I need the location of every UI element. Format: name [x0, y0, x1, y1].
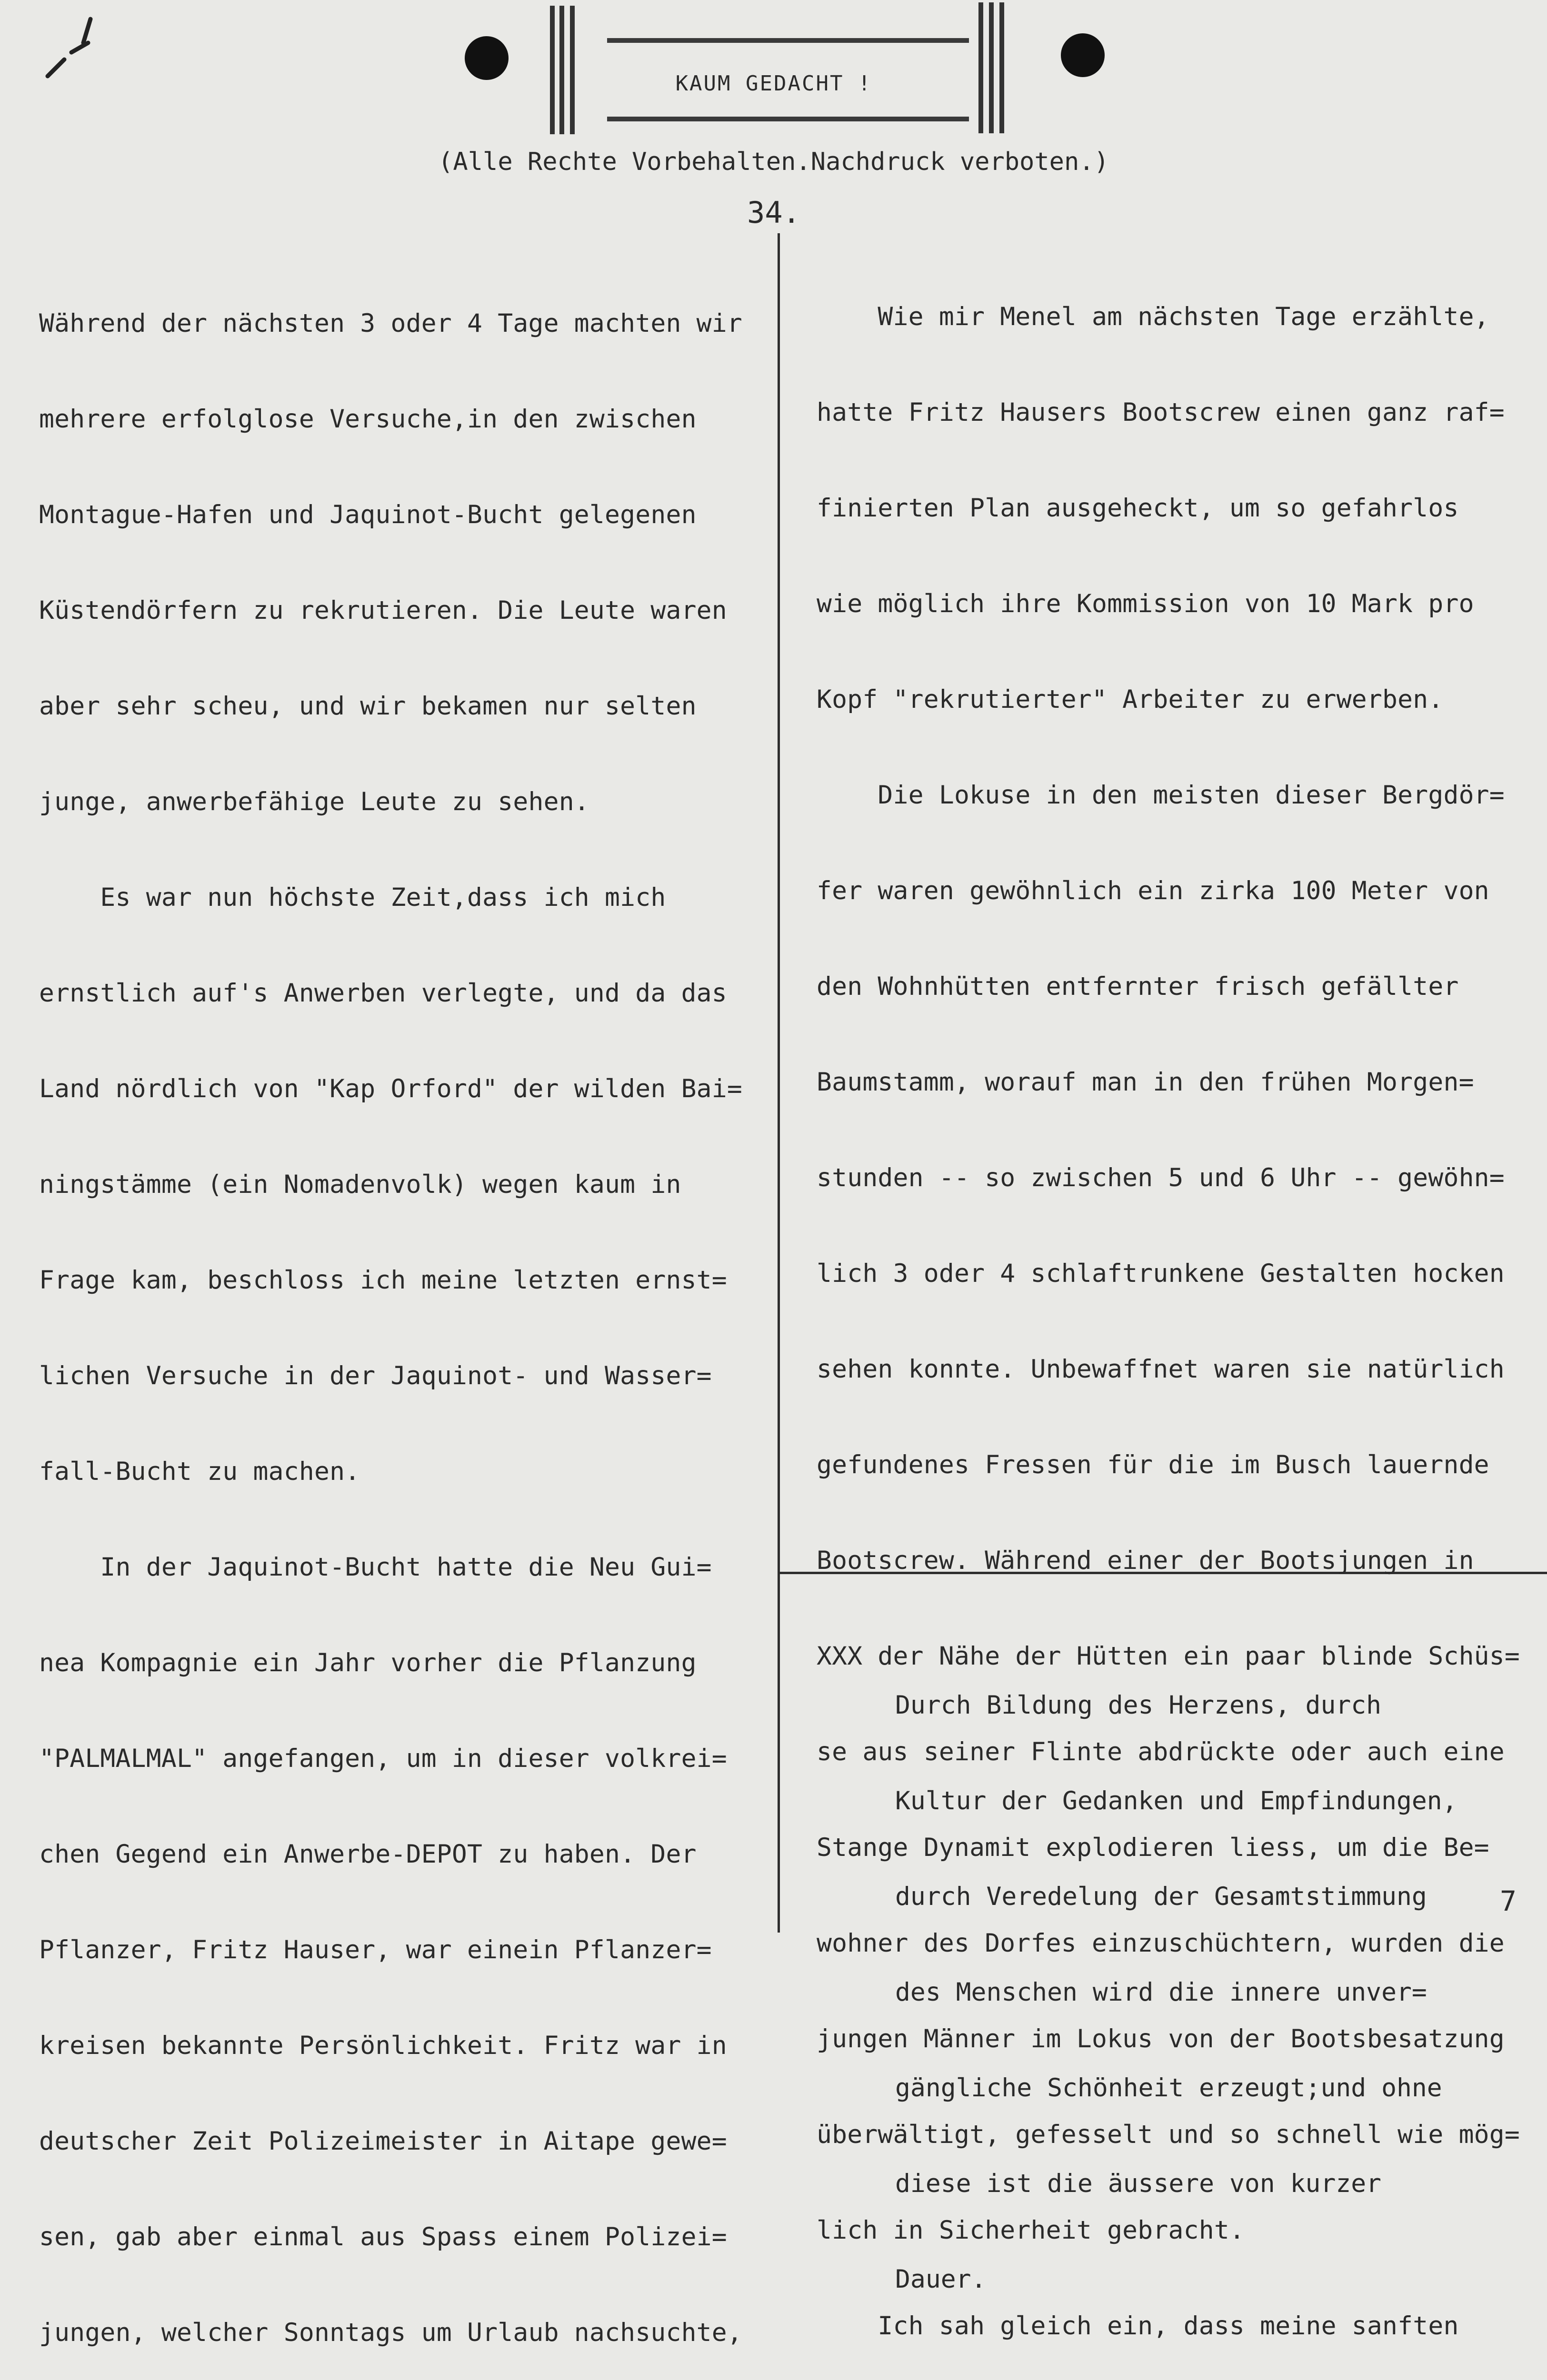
aphorism-line: diese ist die äussere von kurzer — [895, 2169, 1382, 2198]
issue-number: 34. — [747, 195, 800, 230]
text-line: sehen konnte. Unbewaffnet waren sie natürlich — [817, 1355, 1505, 1384]
text-line: Es war nun höchste Zeit,dass ich mich — [39, 883, 666, 912]
text-line: nea Kompagnie ein Jahr vorher die Pflanzung — [39, 1648, 697, 1677]
text-line: jungen Männer im Lokus von der Bootsbesatzung — [817, 2024, 1505, 2053]
text-line: In der Jaquinot-Bucht hatte die Neu Gui= — [39, 1553, 712, 1582]
text-line: den Wohnhütten entfernter frisch gefällter — [817, 972, 1459, 1001]
text-line: lich 3 oder 4 schlaftrunkene Gestalten hocken — [817, 1259, 1505, 1288]
text-line: wie möglich ihre Kommission von 10 Mark pro — [817, 589, 1474, 618]
text-line: aber sehr scheu, und wir bekamen nur selten — [39, 692, 697, 721]
text-line: Während der nächsten 3 oder 4 Tage machten wir — [39, 309, 742, 338]
text-line: deutscher Zeit Polizeimeister in Aitape gewe= — [39, 2127, 727, 2156]
text-line: Kopf "rekrutierter" Arbeiter zu erwerben. — [817, 685, 1444, 714]
text-line: jungen, welcher Sonntags um Urlaub nachsuchte, — [39, 2318, 742, 2347]
left-column — [39, 244, 763, 2380]
text-line: Wie mir Menel am nächsten Tage erzählte, — [817, 302, 1489, 331]
text-line: kreisen bekannte Persönlichkeit. Fritz war in — [39, 2031, 727, 2060]
text-line: Baumstamm, worauf man in den frühen Morgen= — [817, 1068, 1474, 1097]
text-line: XXX der Nähe der Hütten ein paar blinde Schüs= — [817, 1642, 1520, 1671]
text-line: stunden -- so zwischen 5 und 6 Uhr -- gewöhn= — [817, 1163, 1505, 1192]
text-line: Frage kam, beschloss ich meine letzten ernst= — [39, 1266, 727, 1295]
aphorism-line: Durch Bildung des Herzens, durch — [895, 1691, 1382, 1720]
aphorism-line: des Menschen wird die innere unver= — [895, 1978, 1427, 2007]
text-line: Küstendörfern zu rekrutieren. Die Leute waren — [39, 596, 727, 625]
punch-hole-left — [465, 36, 509, 80]
text-line: Montague-Hafen und Jaquinot-Bucht gelegenen — [39, 500, 697, 529]
text-line: se aus seiner Flinte abdrückte oder auch eine — [817, 1737, 1505, 1766]
text-line: lich in Sicherheit gebracht. — [817, 2216, 1245, 2245]
text-line: ningstämme (ein Nomadenvolk) wegen kaum in — [39, 1170, 681, 1199]
page-number: 7 — [1500, 1885, 1517, 1917]
aphorism-line: durch Veredelung der Gesamtstimmung — [895, 1882, 1427, 1911]
text-line: Pflanzer, Fritz Hauser, war einein Pflanzer= — [39, 1935, 712, 1964]
text-line: hatte Fritz Hausers Bootscrew einen ganz raf= — [817, 398, 1505, 427]
punch-hole-right — [1061, 33, 1105, 77]
aphorism-line: Dauer. — [895, 2265, 987, 2294]
ink-mark-icon — [38, 14, 110, 86]
text-line: junge, anwerbefähige Leute zu sehen. — [39, 787, 589, 816]
page-title: KAUM GEDACHT ! — [675, 71, 872, 96]
text-line: Bootscrew. Während einer der Bootsjungen in — [817, 1546, 1474, 1575]
rights-notice: (Alle Rechte Vorbehalten.Nachdruck verboten.) — [438, 148, 1109, 176]
aphorism-line: gängliche Schönheit erzeugt;und ohne — [895, 2073, 1442, 2102]
text-line: lichen Versuche in der Jaquinot- und Wasser= — [39, 1361, 712, 1390]
aphorism-line — [895, 2359, 1514, 2380]
text-line: Land nördlich von "Kap Orford" der wilden Bai= — [39, 1074, 742, 1103]
column-divider — [778, 233, 780, 1933]
text-line: gefundenes Fressen für die im Busch lauernde — [817, 1450, 1489, 1479]
text-line: finierten Plan ausgeheckt, um so gefahrlos — [817, 494, 1459, 523]
text-line: wohner des Dorfes einzuschüchtern, wurden die — [817, 1929, 1505, 1958]
text-line: "PALMALMAL" angefangen, um in dieser volkrei= — [39, 1744, 727, 1773]
aphorism-line: Kultur der Gedanken und Empfindungen, — [895, 1786, 1457, 1815]
text-line: sen, gab aber einmal aus Spass einem Polizei= — [39, 2222, 727, 2251]
text-line: mehrere erfolglose Versuche,in den zwischen — [39, 405, 697, 434]
text-line: Stange Dynamit explodieren liess, um die Be= — [817, 1833, 1489, 1862]
aphorism-box — [895, 1626, 1514, 2380]
text-line: Die Lokuse in den meisten dieser Bergdör= — [817, 781, 1505, 810]
text-line: ernstlich auf's Anwerben verlegte, und da das — [39, 979, 727, 1008]
text-line: fall-Bucht zu machen. — [39, 1457, 360, 1486]
text-line: überwältigt, gefesselt und so schnell wie mög= — [817, 2120, 1520, 2149]
text-line: fer waren gewöhnlich ein zirka 100 Meter von — [817, 876, 1489, 905]
text-line: chen Gegend ein Anwerbe-DEPOT zu haben. Der — [39, 1840, 697, 1869]
text-line: Ich sah gleich ein, dass meine sanften — [817, 2311, 1459, 2340]
